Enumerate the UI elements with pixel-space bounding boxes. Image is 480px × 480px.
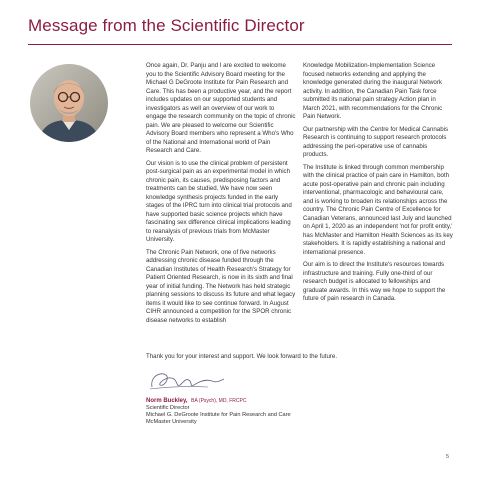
paragraph: Once again, Dr. Panju and I are excited to welcome you to the Scientific Advisory Board meeting for the Michael G DeGroote Institute for Pain Research and Care. This has been a productive year, and the report includes updates on our supported students and investigators as well an overview of our work to engage the research community on the topic of chronic pain. We are pleased to welcome our Scientific Advisory Board members who represent a Who's Who of the National and International world of Pain Research and Care. xyxy=(146,62,296,154)
paragraph: Our partnership with the Centre for Medical Cannabis Research is continuing to support research protocols addressing the peri-operative use of cannabis products. xyxy=(303,125,449,158)
right-text-column xyxy=(303,62,453,308)
paragraph: Our vision is to use the clinical problem of persistent post-surgical pain as an experimental model in which chronic pain, its causes, predisposing factors and treatments can be studied. We have now seen knowledge synthesis projects funded in the early stages of the IPRC turn into clinical trial protocols and have supported basic science projects which have fascinating sex difference clinical implications leading to reanalysis of previous trials from McMaster University. xyxy=(146,159,292,243)
paragraph: The Chronic Pain Network, one of five networks addressing chronic disease funded through the Canadian Institutes of Health Research's Strategy for Patient Oriented Research, is now in its sixth and final year of initial funding. The Network has held strategic planning sessions to discuss its future and what legacy items it would like to see continue forward. In August CIHR announced a competition for the SPOR chronic disease networks to establish xyxy=(146,248,296,324)
paragraph: Our aim is to direct the Institute's resources towards infrastructure and training. Fully one-third of our research budget is allocated to fellowships and graduate awards. In this way we hope to support the future of pain research in Canada. xyxy=(303,261,446,302)
signer-credentials: BA (Psych), MD, FRCPC xyxy=(191,398,247,404)
paragraph: The Institute is linked through common membership with the clinical practice of pain care in Hamilton, both acute post-operative pain and chronic pain including interventional, pharmacologic and behavioural care, and is working to broaden its relationships across the country. The Chronic Pain Centre of Excellence for Canadian Veterans, announced last July and launched on April 1, 2020 as an independent 'not for profit entity,' has McMaster and Hamilton Health Sciences as its key stakeholders. It is rapidly establishing a national and international presence. xyxy=(303,163,453,256)
left-text-column xyxy=(146,62,296,329)
signer-affiliation: McMaster University xyxy=(146,419,197,425)
title-rule xyxy=(28,44,452,45)
signer-role: Scientific Director xyxy=(146,405,190,411)
page-title: Message from the Scientific Director xyxy=(28,16,305,35)
signer-affiliation: Michael G. DeGroote Institute for Pain Research and Care xyxy=(146,412,291,418)
signer-name: Norm Buckley, xyxy=(146,398,188,404)
page-number: 5 xyxy=(446,454,450,460)
handwritten-signature xyxy=(146,365,226,395)
paragraph: Knowledge Mobilization-Implementation Science focused networks extending and applying the knowledge generated during the inaugural Network activity. In addition, the Canadian Pain Task force submitted its national pain strategy Action plan in March 2021, with recommendations for the Chronic Pain Network. xyxy=(303,62,443,120)
portrait-photo xyxy=(30,64,108,142)
closing-line: Thank you for your interest and support. We look forward to the future. xyxy=(146,353,338,360)
signer-block xyxy=(146,398,366,426)
